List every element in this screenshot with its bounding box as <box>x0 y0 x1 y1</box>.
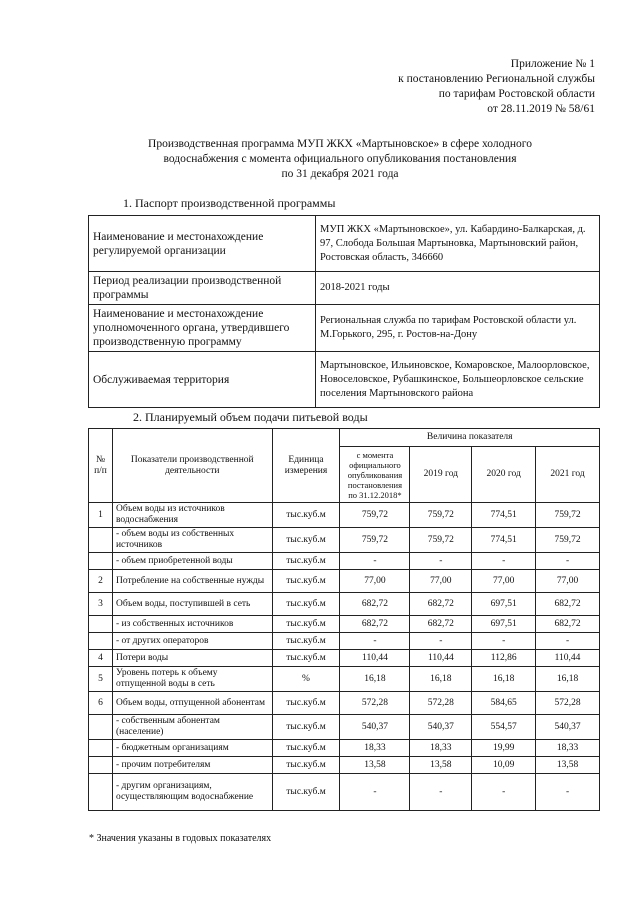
row-value-2020: - <box>472 633 536 650</box>
title-line-1: Производственная программа МУП ЖКХ «Мартыновское» в сфере холодного <box>148 138 532 150</box>
table-row <box>89 667 600 692</box>
table-row <box>89 593 600 616</box>
row-num <box>89 757 113 774</box>
table-row <box>89 633 600 650</box>
row-num <box>89 553 113 570</box>
row-value-2021: 759,72 <box>536 503 600 528</box>
passport-value: 2018-2021 годы <box>316 272 600 305</box>
table-row <box>89 616 600 633</box>
row-unit: тыс.куб.м <box>272 503 340 528</box>
row-value-2021: 110,44 <box>536 650 600 667</box>
row-value-2019: 540,37 <box>410 715 472 740</box>
passport-value: Региональная служба по тарифам Ростовской области ул. М.Горького, 295, г. Ростов-на-Дону <box>316 305 600 352</box>
row-indicator: - собственным абонентам (население) <box>112 715 272 740</box>
row-value-2020: 16,18 <box>472 667 536 692</box>
section-2-heading: 2. Планируемый объем подачи питьевой воды <box>133 410 368 424</box>
row-indicator: Потребление на собственные нужды <box>112 570 272 593</box>
table-row <box>89 757 600 774</box>
row-value-2018: 540,37 <box>340 715 410 740</box>
header-num: № п/п <box>89 429 113 503</box>
water-volume-table <box>88 428 600 811</box>
row-unit: % <box>272 667 340 692</box>
row-value-2021: - <box>536 553 600 570</box>
passport-row <box>89 216 600 272</box>
passport-label: Наименование и местонахождение уполномоченного органа, утвердившего производственную программу <box>89 305 316 352</box>
passport-value: МУП ЖКХ «Мартыновское», ул. Кабардино-Балкарская, д. 97, Слобода Большая Мартыновка, Мартыновский район, Ростовская область, 346660 <box>316 216 600 272</box>
passport-label: Обслуживаемая территория <box>89 352 316 408</box>
row-indicator: Уровень потерь к объему отпущенной воды в сеть <box>112 667 272 692</box>
appendix-line-2: к постановлению Региональной службы <box>398 73 595 85</box>
passport-label: Наименование и местонахождение регулируемой организации <box>89 216 316 272</box>
row-indicator: Объем воды из источников водоснабжения <box>112 503 272 528</box>
header-indicator: Показатели производственной деятельности <box>112 429 272 503</box>
row-indicator: - объем приобретенной воды <box>112 553 272 570</box>
row-indicator: Объем воды, поступившей в сеть <box>112 593 272 616</box>
passport-label: Период реализации производственной программы <box>89 272 316 305</box>
row-indicator: - прочим потребителям <box>112 757 272 774</box>
row-value-2018: 682,72 <box>340 593 410 616</box>
row-value-2018: - <box>340 553 410 570</box>
row-value-2020: 112,86 <box>472 650 536 667</box>
row-value-2019: - <box>410 553 472 570</box>
row-value-2018: 110,44 <box>340 650 410 667</box>
appendix-header <box>398 57 595 117</box>
row-value-2018: 16,18 <box>340 667 410 692</box>
row-indicator: - объем воды из собственных источников <box>112 528 272 553</box>
document-title <box>100 137 580 182</box>
row-value-2018: 759,72 <box>340 503 410 528</box>
passport-row <box>89 305 600 352</box>
table-row <box>89 503 600 528</box>
table-row <box>89 715 600 740</box>
row-value-2019: 110,44 <box>410 650 472 667</box>
row-num <box>89 774 113 811</box>
row-value-2019: 682,72 <box>410 616 472 633</box>
row-num: 3 <box>89 593 113 616</box>
row-value-2019: 572,28 <box>410 692 472 715</box>
appendix-line-4: от 28.11.2019 № 58/61 <box>487 103 595 115</box>
table-row <box>89 570 600 593</box>
row-value-2020: - <box>472 774 536 811</box>
row-value-2018: 77,00 <box>340 570 410 593</box>
row-value-2019: 759,72 <box>410 528 472 553</box>
row-indicator: Потери воды <box>112 650 272 667</box>
row-unit: тыс.куб.м <box>272 774 340 811</box>
row-unit: тыс.куб.м <box>272 757 340 774</box>
row-value-2020: 774,51 <box>472 503 536 528</box>
row-value-2018: - <box>340 633 410 650</box>
row-value-2018: - <box>340 774 410 811</box>
row-value-2019: 13,58 <box>410 757 472 774</box>
row-value-2019: 16,18 <box>410 667 472 692</box>
table-row <box>89 774 600 811</box>
row-value-2021: 682,72 <box>536 616 600 633</box>
row-value-2019: 759,72 <box>410 503 472 528</box>
row-value-2018: 572,28 <box>340 692 410 715</box>
header-col-2020: 2020 год <box>472 447 536 503</box>
title-line-2: водоснабжения с момента официального опубликования постановления <box>163 153 517 165</box>
row-unit: тыс.куб.м <box>272 570 340 593</box>
title-line-3: по 31 декабря 2021 года <box>281 168 399 180</box>
row-num <box>89 740 113 757</box>
row-value-2021: 540,37 <box>536 715 600 740</box>
passport-table <box>88 215 600 408</box>
row-unit: тыс.куб.м <box>272 740 340 757</box>
row-num: 1 <box>89 503 113 528</box>
row-value-2018: 18,33 <box>340 740 410 757</box>
row-value-2018: 682,72 <box>340 616 410 633</box>
row-value-2020: 19,99 <box>472 740 536 757</box>
header-value-group: Величина показателя <box>340 429 600 447</box>
row-value-2020: 77,00 <box>472 570 536 593</box>
appendix-line-1: Приложение № 1 <box>510 58 595 70</box>
row-num: 6 <box>89 692 113 715</box>
table-row <box>89 692 600 715</box>
row-value-2019: 18,33 <box>410 740 472 757</box>
row-value-2021: 16,18 <box>536 667 600 692</box>
row-value-2021: - <box>536 774 600 811</box>
row-value-2020: 774,51 <box>472 528 536 553</box>
row-value-2021: 13,58 <box>536 757 600 774</box>
row-unit: тыс.куб.м <box>272 528 340 553</box>
row-value-2018: 759,72 <box>340 528 410 553</box>
row-value-2019: 682,72 <box>410 593 472 616</box>
header-col-2018: с момента официального опубликования постановления по 31.12.2018* <box>340 447 410 503</box>
header-col-2019: 2019 год <box>410 447 472 503</box>
row-value-2019: - <box>410 774 472 811</box>
row-value-2020: - <box>472 553 536 570</box>
passport-row <box>89 272 600 305</box>
row-value-2021: 572,28 <box>536 692 600 715</box>
row-value-2018: 13,58 <box>340 757 410 774</box>
passport-row <box>89 352 600 408</box>
row-value-2020: 584,65 <box>472 692 536 715</box>
row-unit: тыс.куб.м <box>272 553 340 570</box>
row-value-2021: 77,00 <box>536 570 600 593</box>
row-value-2021: 18,33 <box>536 740 600 757</box>
row-indicator: - другим организациям, осуществляющим водоснабжение <box>112 774 272 811</box>
table-row <box>89 740 600 757</box>
row-indicator: - от других операторов <box>112 633 272 650</box>
row-unit: тыс.куб.м <box>272 715 340 740</box>
row-indicator: - из собственных источников <box>112 616 272 633</box>
section-1-heading: 1. Паспорт производственной программы <box>123 196 336 210</box>
header-unit: Единица измерения <box>272 429 340 503</box>
table-row <box>89 528 600 553</box>
row-num: 2 <box>89 570 113 593</box>
footnote: * Значения указаны в годовых показателях <box>89 833 272 844</box>
row-indicator: - бюджетным организациям <box>112 740 272 757</box>
row-value-2020: 554,57 <box>472 715 536 740</box>
table-row <box>89 553 600 570</box>
header-col-2021: 2021 год <box>536 447 600 503</box>
row-value-2020: 10,09 <box>472 757 536 774</box>
row-num: 4 <box>89 650 113 667</box>
table-row <box>89 650 600 667</box>
appendix-line-3: по тарифам Ростовской области <box>438 88 595 100</box>
row-unit: тыс.куб.м <box>272 692 340 715</box>
row-value-2021: 682,72 <box>536 593 600 616</box>
row-num <box>89 528 113 553</box>
row-unit: тыс.куб.м <box>272 633 340 650</box>
row-num <box>89 616 113 633</box>
row-value-2021: - <box>536 633 600 650</box>
row-unit: тыс.куб.м <box>272 616 340 633</box>
row-unit: тыс.куб.м <box>272 593 340 616</box>
row-unit: тыс.куб.м <box>272 650 340 667</box>
passport-value: Мартыновское, Ильиновское, Комаровское, Малоорловское, Новоселовское, Рубашкинское, Большеорловское сельские поселения Мартыновского района <box>316 352 600 408</box>
row-num <box>89 715 113 740</box>
row-value-2020: 697,51 <box>472 616 536 633</box>
row-indicator: Объем воды, отпущенной абонентам <box>112 692 272 715</box>
row-value-2019: - <box>410 633 472 650</box>
row-value-2019: 77,00 <box>410 570 472 593</box>
row-num <box>89 633 113 650</box>
row-value-2020: 697,51 <box>472 593 536 616</box>
row-value-2021: 759,72 <box>536 528 600 553</box>
row-num: 5 <box>89 667 113 692</box>
